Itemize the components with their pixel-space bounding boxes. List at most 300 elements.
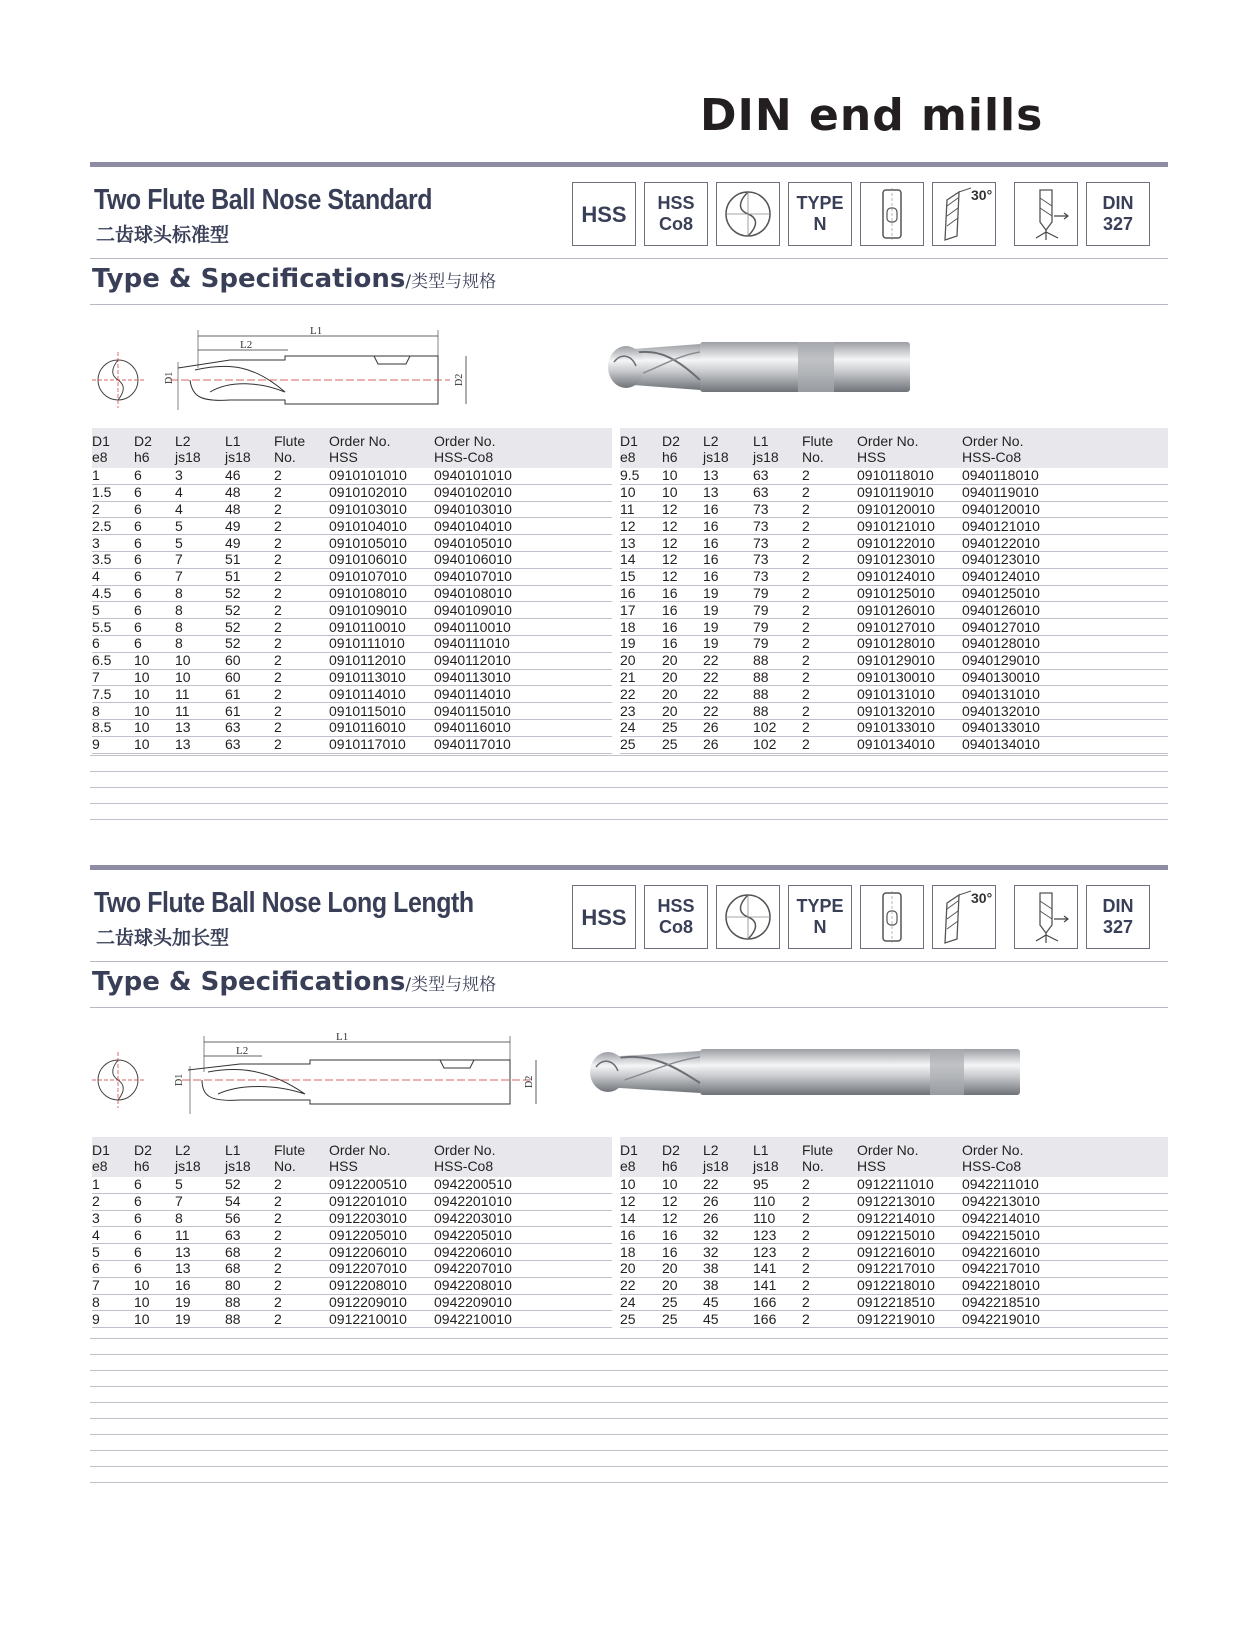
table-cell: 0940119010	[962, 484, 1168, 501]
table-cell: 2	[274, 1177, 329, 1193]
table-cell: 10	[620, 1177, 662, 1193]
column-header-line: D1	[620, 433, 638, 449]
column-header-line: HSS	[857, 449, 886, 465]
table-cell: 0910127010	[857, 619, 962, 636]
helix-angle-label: 30°	[971, 187, 993, 203]
table-cell: 0912207010	[329, 1260, 434, 1277]
table-cell: 16	[703, 535, 753, 552]
table-cell: 0912210010	[329, 1311, 434, 1328]
table-cell: 26	[703, 1193, 753, 1210]
table-cell: 0912203010	[329, 1210, 434, 1227]
table-cell: 0910134010	[857, 736, 962, 753]
table-cell: 0912218510	[857, 1294, 962, 1311]
table-cell: 2	[802, 635, 857, 652]
table-cell: 25	[662, 1294, 703, 1311]
table-cell: 6	[134, 1193, 175, 1210]
column-header-line: e8	[620, 1158, 636, 1174]
table-cell: 0940130010	[962, 669, 1168, 686]
column-header-line: L1	[225, 1142, 241, 1158]
table-cell: 13	[175, 1244, 225, 1261]
table-cell: 110	[753, 1210, 802, 1227]
column-header	[703, 428, 753, 468]
column-header	[962, 1137, 1168, 1177]
table-cell: 61	[225, 703, 274, 720]
divider	[90, 258, 1168, 259]
column-header	[274, 1137, 329, 1177]
table-cell: 19	[175, 1311, 225, 1328]
table-cell: 16	[662, 635, 703, 652]
table-cell: 2	[274, 1244, 329, 1261]
spec-table-left	[92, 428, 612, 754]
table-cell: 2	[802, 1277, 857, 1294]
column-header	[434, 428, 612, 468]
table-cell: 10	[134, 736, 175, 753]
table-cell: 6.5	[92, 652, 134, 669]
table-cell: 0940102010	[434, 484, 612, 501]
table-cell: 2	[274, 551, 329, 568]
table-cell: 13	[175, 736, 225, 753]
column-header	[134, 1137, 175, 1177]
table-cell: 0910126010	[857, 602, 962, 619]
column-header-line: D1	[620, 1142, 638, 1158]
table-cell: 63	[225, 736, 274, 753]
table-row	[620, 602, 1168, 619]
table-row	[620, 535, 1168, 552]
table-cell: 10	[175, 652, 225, 669]
table-cell: 0942200510	[434, 1177, 612, 1193]
table-cell: 20	[662, 1277, 703, 1294]
table-cell: 0910111010	[329, 635, 434, 652]
column-header	[962, 428, 1168, 468]
table-cell: 12	[620, 518, 662, 535]
table-cell: 0910103010	[329, 501, 434, 518]
table-cell: 73	[753, 551, 802, 568]
table-cell: 2	[802, 585, 857, 602]
table-cell: 10	[134, 1277, 175, 1294]
table-cell: 51	[225, 551, 274, 568]
table-cell: 25	[662, 719, 703, 736]
table-cell: 0942205010	[434, 1227, 612, 1244]
badge-hss: HSS	[572, 182, 636, 246]
table-cell: 38	[703, 1277, 753, 1294]
table-cell: 0912213010	[857, 1193, 962, 1210]
table-cell: 16	[620, 1227, 662, 1244]
table-cell: 0912208010	[329, 1277, 434, 1294]
table-cell: 20	[662, 703, 703, 720]
column-header-line: D2	[134, 1142, 152, 1158]
column-header	[662, 428, 703, 468]
column-header	[620, 428, 662, 468]
table-cell: 38	[703, 1260, 753, 1277]
table-cell: 16	[703, 501, 753, 518]
table-cell: 0912215010	[857, 1227, 962, 1244]
drawing-label-d1: D1	[164, 371, 175, 384]
table-cell: 2	[274, 1277, 329, 1294]
table-row	[92, 619, 612, 636]
table-cell: 0940128010	[962, 635, 1168, 652]
table-cell: 8	[175, 635, 225, 652]
table-cell: 0910116010	[329, 719, 434, 736]
blank-ruled-lines	[90, 740, 1168, 820]
table-cell: 79	[753, 602, 802, 619]
column-header-line: h6	[662, 449, 678, 465]
table-cell: 2.5	[92, 518, 134, 535]
column-header	[434, 1137, 612, 1177]
table-cell: 0910118010	[857, 468, 962, 484]
table-cell: 2	[802, 719, 857, 736]
table-cell: 1	[92, 468, 134, 484]
table-cell: 0940108010	[434, 585, 612, 602]
table-cell: 0940133010	[962, 719, 1168, 736]
table-cell: 0940118010	[962, 468, 1168, 484]
table-cell: 0942217010	[962, 1260, 1168, 1277]
table-row	[92, 1177, 612, 1193]
table-row	[620, 518, 1168, 535]
table-cell: 0940127010	[962, 619, 1168, 636]
table-cell: 166	[753, 1311, 802, 1328]
table-cell: 20	[662, 686, 703, 703]
table-row	[620, 1177, 1168, 1193]
table-cell: 0942201010	[434, 1193, 612, 1210]
table-cell: 20	[662, 1260, 703, 1277]
table-cell: 12	[662, 1210, 703, 1227]
table-cell: 16	[703, 551, 753, 568]
table-cell: 21	[620, 669, 662, 686]
column-header-line: Flute	[274, 433, 306, 449]
table-row	[620, 551, 1168, 568]
table-cell: 6	[92, 635, 134, 652]
column-header	[857, 428, 962, 468]
table-cell: 12	[620, 1193, 662, 1210]
table-cell: 4	[175, 501, 225, 518]
table-cell: 0912216010	[857, 1244, 962, 1261]
column-header	[753, 428, 802, 468]
table-cell: 6	[134, 518, 175, 535]
table-cell: 2	[274, 501, 329, 518]
column-header-line: D2	[662, 433, 680, 449]
table-cell: 79	[753, 635, 802, 652]
table-row	[92, 518, 612, 535]
table-row	[620, 619, 1168, 636]
badge-hss: HSS	[572, 885, 636, 949]
table-cell: 73	[753, 535, 802, 552]
table-cell: 0942216010	[962, 1244, 1168, 1261]
table-cell: 18	[620, 1244, 662, 1261]
table-cell: 48	[225, 501, 274, 518]
table-cell: 0942203010	[434, 1210, 612, 1227]
table-cell: 56	[225, 1210, 274, 1227]
table-cell: 63	[753, 468, 802, 484]
table-cell: 2	[802, 652, 857, 669]
helix-30-icon	[932, 885, 996, 949]
table-cell: 9	[92, 736, 134, 753]
table-cell: 13	[703, 468, 753, 484]
table-cell: 2	[802, 1260, 857, 1277]
table-cell: 8	[175, 602, 225, 619]
table-row	[92, 669, 612, 686]
table-cell: 0910125010	[857, 585, 962, 602]
table-row	[92, 652, 612, 669]
table-cell: 25	[662, 1311, 703, 1328]
table-row	[620, 568, 1168, 585]
table-cell: 20	[620, 1260, 662, 1277]
column-header-line: e8	[620, 449, 636, 465]
table-cell: 3	[92, 535, 134, 552]
table-cell: 16	[662, 619, 703, 636]
column-header	[620, 1137, 662, 1177]
column-header-line: HSS-Co8	[434, 1158, 494, 1174]
technical-drawing	[90, 322, 480, 412]
column-header-line: HSS	[329, 449, 358, 465]
table-cell: 8	[175, 1210, 225, 1227]
table-cell: 0942208010	[434, 1277, 612, 1294]
table-cell: 2	[274, 585, 329, 602]
table-cell: 19	[175, 1294, 225, 1311]
table-cell: 63	[753, 484, 802, 501]
table-cell: 25	[620, 736, 662, 753]
table-cell: 52	[225, 602, 274, 619]
column-header-line: No.	[802, 1158, 824, 1174]
table-cell: 19	[703, 585, 753, 602]
column-header-line: Order No.	[329, 1142, 391, 1158]
table-cell: 1	[92, 1177, 134, 1193]
table-cell: 4	[92, 1227, 134, 1244]
column-header-line: HSS	[329, 1158, 358, 1174]
product-photo-end-mill	[580, 1037, 1040, 1107]
table-cell: 88	[753, 703, 802, 720]
table-cell: 0940113010	[434, 669, 612, 686]
table-cell: 2	[802, 568, 857, 585]
drawing-label-l2: L2	[240, 339, 253, 351]
table-cell: 2	[802, 1177, 857, 1193]
column-header	[802, 428, 857, 468]
technical-drawing	[90, 1028, 550, 1120]
table-cell: 2	[274, 1294, 329, 1311]
column-header-line: h6	[134, 1158, 150, 1174]
badge-hss-co8: HSS Co8	[644, 885, 708, 949]
badge-din-327: DIN 327	[1086, 885, 1150, 949]
table-cell: 8	[175, 585, 225, 602]
table-cell: 2	[802, 686, 857, 703]
divider	[90, 961, 1168, 962]
table-cell: 0910112010	[329, 652, 434, 669]
table-cell: 0940111010	[434, 635, 612, 652]
product-photo-end-mill	[600, 332, 930, 402]
table-cell: 12	[662, 568, 703, 585]
table-cell: 19	[703, 635, 753, 652]
table-cell: 8	[92, 1294, 134, 1311]
table-cell: 19	[703, 602, 753, 619]
table-cell: 4	[92, 568, 134, 585]
table-cell: 16	[662, 602, 703, 619]
table-cell: 4	[175, 484, 225, 501]
table-cell: 22	[703, 652, 753, 669]
column-header-line: L2	[703, 1142, 719, 1158]
center-cutting-icon	[1014, 182, 1078, 246]
table-cell: 0940112010	[434, 652, 612, 669]
table-row	[92, 635, 612, 652]
column-header-line: L1	[225, 433, 241, 449]
table-cell: 23	[620, 703, 662, 720]
table-cell: 0910104010	[329, 518, 434, 535]
table-cell: 0940124010	[962, 568, 1168, 585]
divider	[90, 304, 1168, 305]
column-header-line: js18	[175, 449, 201, 465]
column-header	[134, 428, 175, 468]
table-cell: 2	[274, 484, 329, 501]
divider	[90, 1007, 1168, 1008]
column-header-line: HSS-Co8	[962, 1158, 1022, 1174]
table-cell: 2	[802, 1227, 857, 1244]
table-cell: 12	[662, 501, 703, 518]
table-cell: 2	[274, 635, 329, 652]
table-cell: 18	[620, 619, 662, 636]
column-header	[802, 1137, 857, 1177]
table-cell: 2	[274, 686, 329, 703]
badge-type-n: TYPE N	[788, 182, 852, 246]
table-cell: 52	[225, 619, 274, 636]
column-header-line: js18	[225, 449, 251, 465]
table-cell: 32	[703, 1227, 753, 1244]
table-cell: 73	[753, 518, 802, 535]
table-cell: 0910131010	[857, 686, 962, 703]
table-cell: 12	[662, 1193, 703, 1210]
ball-nose-icon	[716, 885, 780, 949]
table-header-row	[92, 428, 612, 468]
table-cell: 7	[92, 669, 134, 686]
spec-heading: Type & Specifications/类型与规格	[92, 264, 497, 294]
table-row	[92, 703, 612, 720]
table-cell: 7	[175, 551, 225, 568]
table-cell: 26	[703, 736, 753, 753]
table-cell: 10	[134, 1294, 175, 1311]
table-cell: 0942210010	[434, 1311, 612, 1328]
table-cell: 2	[802, 1193, 857, 1210]
table-row	[92, 501, 612, 518]
section-ball-nose-standard	[90, 162, 1168, 832]
table-cell: 7	[175, 568, 225, 585]
column-header-line: h6	[134, 449, 150, 465]
table-cell: 2	[274, 602, 329, 619]
table-cell: 0912205010	[329, 1227, 434, 1244]
table-cell: 25	[620, 1311, 662, 1328]
table-cell: 2	[802, 736, 857, 753]
table-cell: 45	[703, 1311, 753, 1328]
table-cell: 0912201010	[329, 1193, 434, 1210]
center-cutting-icon	[1014, 885, 1078, 949]
table-cell: 5	[175, 1177, 225, 1193]
table-cell: 54	[225, 1193, 274, 1210]
table-row	[620, 703, 1168, 720]
table-cell: 88	[225, 1311, 274, 1328]
table-cell: 5	[175, 518, 225, 535]
table-cell: 20	[662, 669, 703, 686]
table-cell: 0940121010	[962, 518, 1168, 535]
column-header-line: L2	[175, 1142, 191, 1158]
table-cell: 10	[134, 719, 175, 736]
table-cell: 0940116010	[434, 719, 612, 736]
blank-ruled-lines	[90, 1323, 1168, 1483]
column-header-line: Order No.	[857, 433, 919, 449]
table-cell: 0942209010	[434, 1294, 612, 1311]
table-cell: 0910124010	[857, 568, 962, 585]
table-cell: 8	[175, 619, 225, 636]
column-header-line: js18	[703, 1158, 729, 1174]
column-header-line: Flute	[802, 433, 834, 449]
table-cell: 10	[662, 484, 703, 501]
table-cell: 25	[662, 736, 703, 753]
table-cell: 123	[753, 1227, 802, 1244]
column-header-line: HSS	[857, 1158, 886, 1174]
column-header-line: L2	[175, 433, 191, 449]
column-header	[92, 1137, 134, 1177]
table-cell: 2	[802, 501, 857, 518]
table-cell: 2	[274, 719, 329, 736]
table-cell: 20	[620, 652, 662, 669]
helix-30-icon	[932, 182, 996, 246]
table-cell: 32	[703, 1244, 753, 1261]
table-cell: 0942218510	[962, 1294, 1168, 1311]
table-cell: 6	[134, 1210, 175, 1227]
table-cell: 2	[274, 1193, 329, 1210]
table-cell: 2	[802, 484, 857, 501]
column-header-line: D1	[92, 1142, 110, 1158]
table-cell: 9.5	[620, 468, 662, 484]
table-cell: 7	[175, 1193, 225, 1210]
table-cell: 61	[225, 686, 274, 703]
table-cell: 48	[225, 484, 274, 501]
column-header	[92, 428, 134, 468]
table-cell: 88	[753, 669, 802, 686]
table-cell: 11	[175, 1227, 225, 1244]
table-cell: 10	[134, 703, 175, 720]
column-header-line: Order No.	[434, 433, 496, 449]
table-cell: 2	[274, 1311, 329, 1328]
table-cell: 6	[134, 535, 175, 552]
table-cell: 79	[753, 585, 802, 602]
column-header-line: Order No.	[329, 433, 391, 449]
table-cell: 0942218010	[962, 1277, 1168, 1294]
column-header-line: js18	[703, 449, 729, 465]
table-cell: 0912214010	[857, 1210, 962, 1227]
table-cell: 0910119010	[857, 484, 962, 501]
table-cell: 14	[620, 1210, 662, 1227]
column-header-line: No.	[802, 449, 824, 465]
table-cell: 6	[134, 568, 175, 585]
table-cell: 26	[703, 1210, 753, 1227]
table-cell: 22	[703, 1177, 753, 1193]
drawing-label-d2: D2	[524, 1075, 535, 1088]
table-row	[92, 719, 612, 736]
table-cell: 6	[134, 1227, 175, 1244]
table-cell: 0910120010	[857, 501, 962, 518]
table-cell: 6	[134, 585, 175, 602]
table-cell: 49	[225, 518, 274, 535]
table-cell: 0940115010	[434, 703, 612, 720]
table-cell: 88	[753, 686, 802, 703]
table-cell: 11	[175, 686, 225, 703]
table-cell: 19	[703, 619, 753, 636]
table-cell: 10	[134, 686, 175, 703]
column-header-line: Order No.	[434, 1142, 496, 1158]
table-cell: 14	[620, 551, 662, 568]
table-cell: 3	[92, 1210, 134, 1227]
column-header	[703, 1137, 753, 1177]
table-cell: 73	[753, 501, 802, 518]
table-cell: 0910110010	[329, 619, 434, 636]
section-subtitle: 二齿球头标准型	[96, 224, 230, 246]
column-header-line: Flute	[274, 1142, 306, 1158]
